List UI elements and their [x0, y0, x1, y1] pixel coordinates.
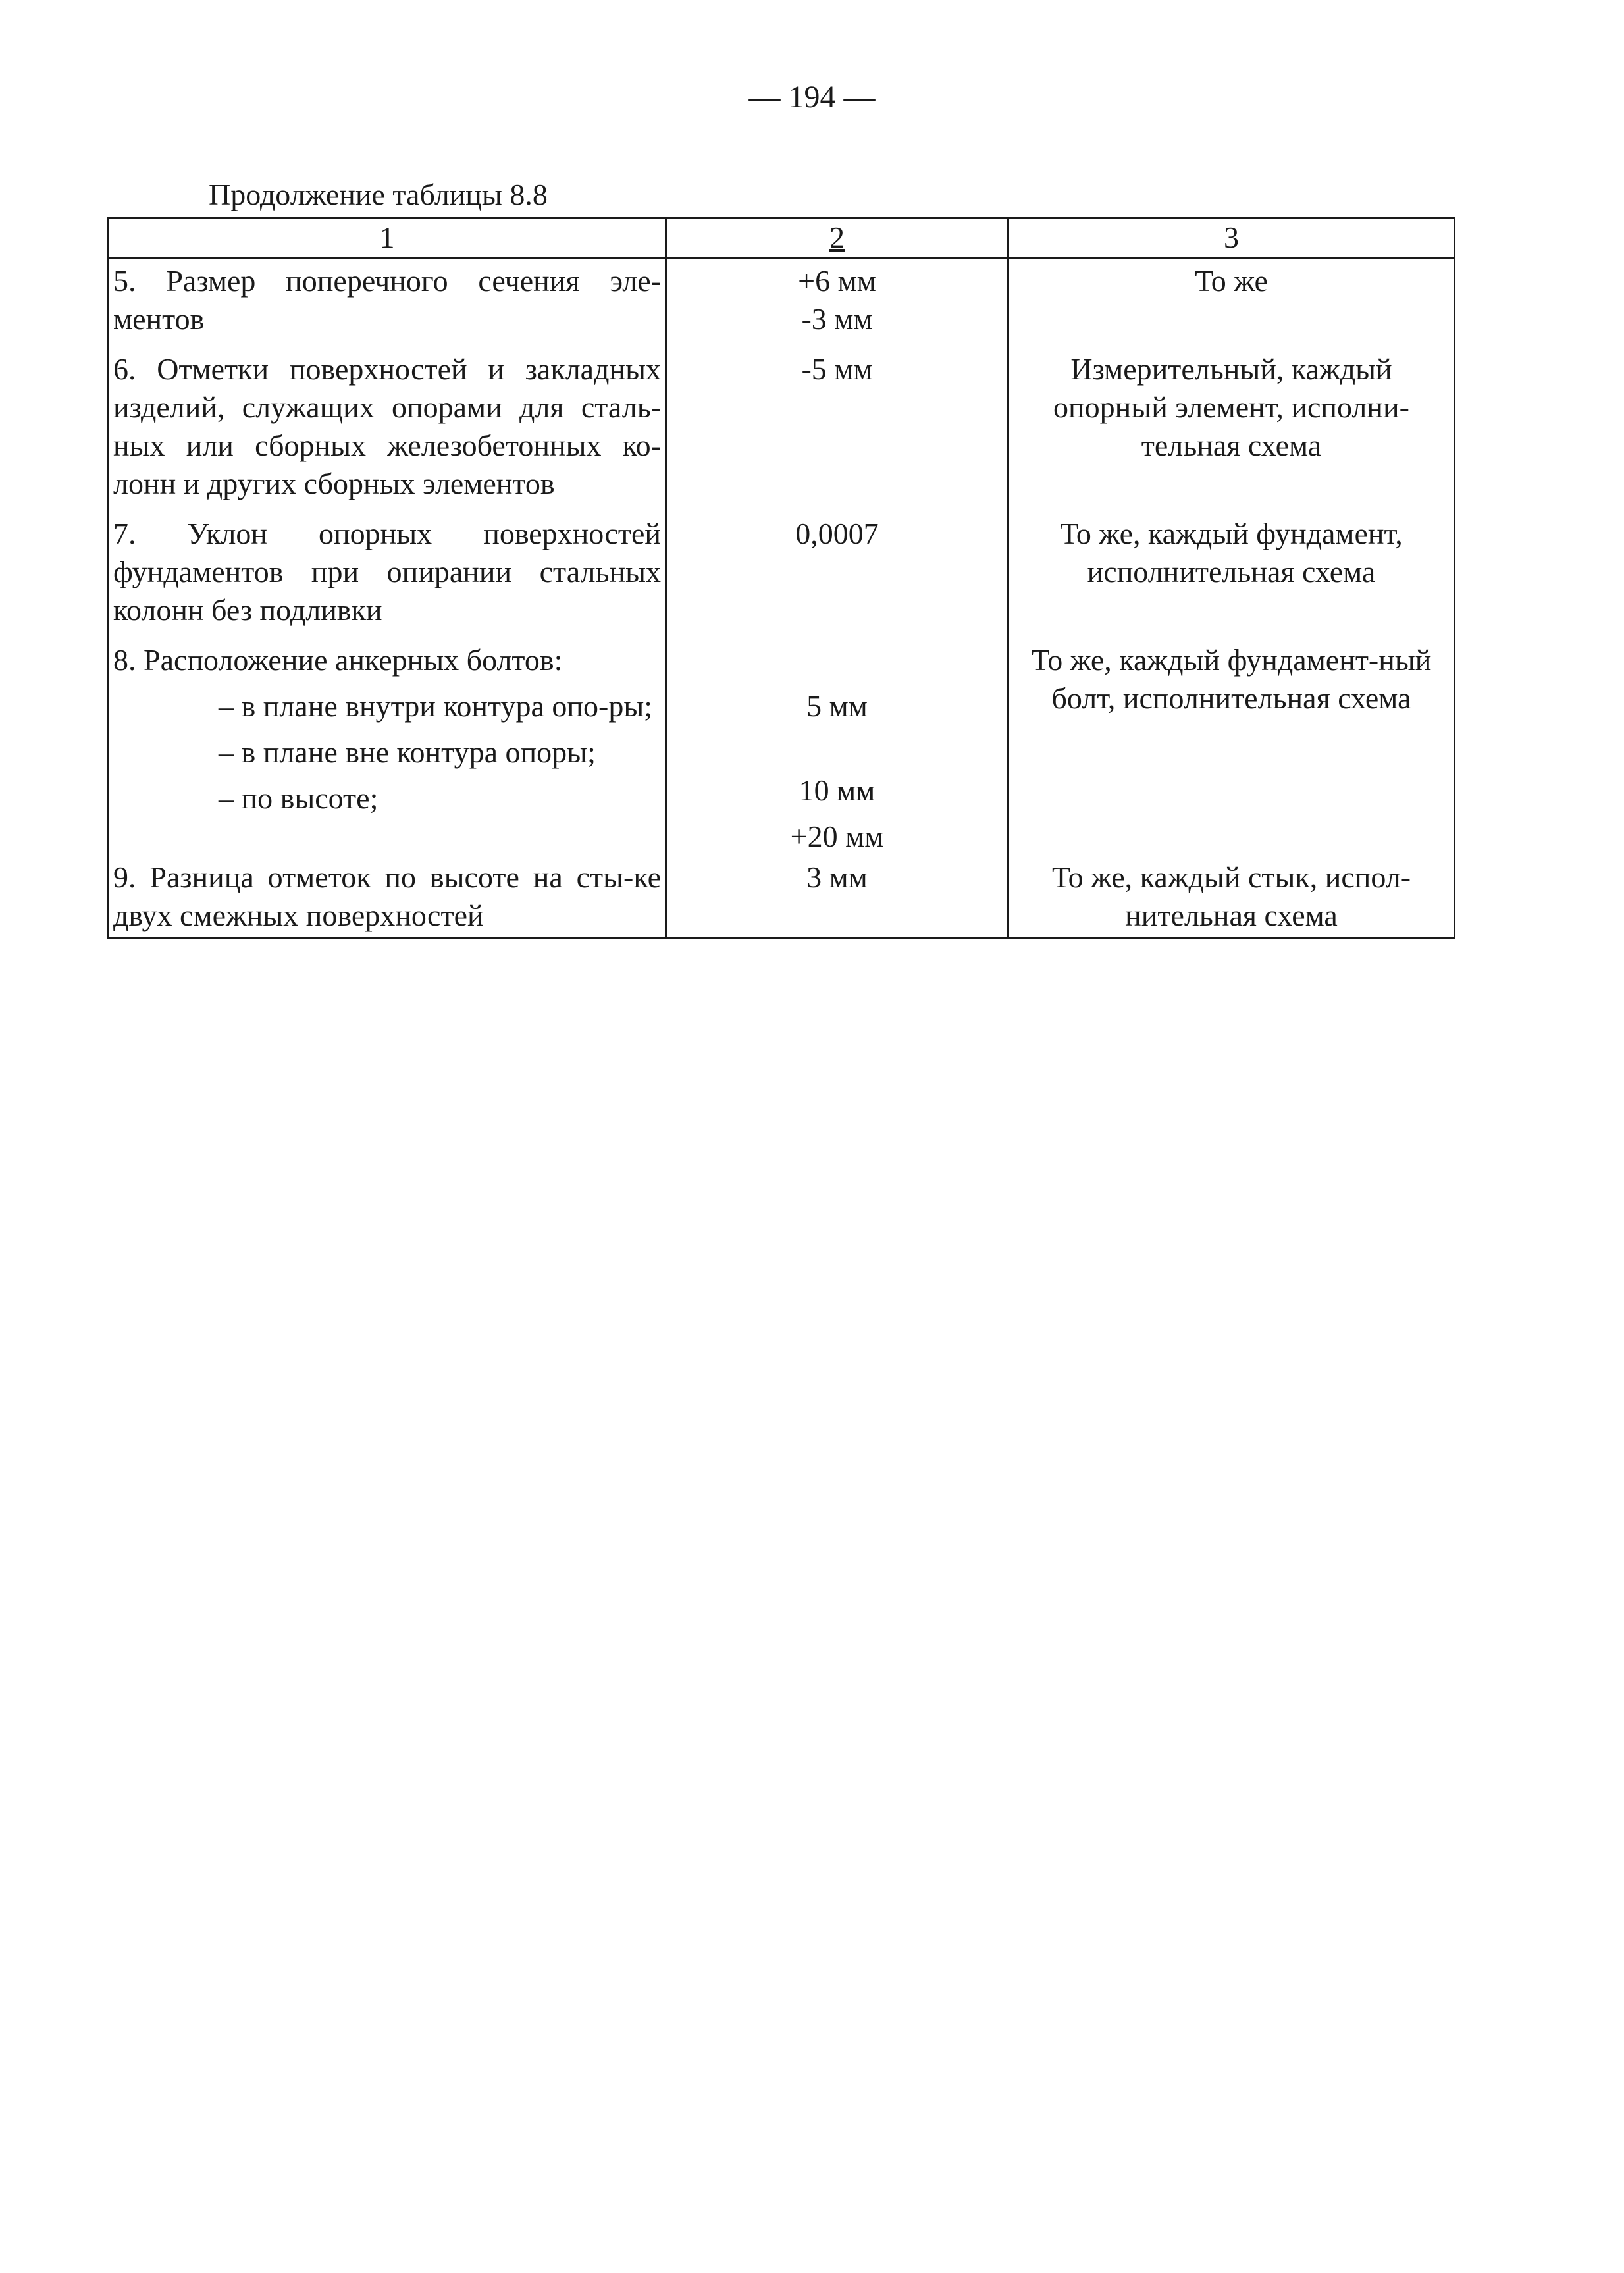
column-header-3: 3 [1008, 219, 1455, 259]
row-value: -5 мм [666, 348, 1008, 512]
row-description: 8. Расположение анкерных болтов: – в плане внутри контура опо-ры; – в плане вне контура опоры; – по высоте; [109, 639, 666, 856]
row-description: 7. Уклон опорных поверхностей фундаментов при опирании стальных колонн без подливки [109, 512, 666, 639]
row-description: 9. Разница отметок по высоте на сты-ке двух смежных поверхностей [109, 856, 666, 939]
row-description: 5. Размер поперечного сечения эле-ментов [109, 259, 666, 348]
tolerance-table [107, 217, 1455, 939]
table-continuation-caption: Продолжение таблицы 8.8 [209, 178, 548, 211]
row-control-method: То же, каждый стык, испол-нительная схема [1008, 856, 1455, 939]
table-header-row [109, 219, 1455, 259]
row-value: 5 мм 10 мм +20 мм [666, 639, 1008, 856]
table-row [109, 639, 1455, 856]
row-control-method: То же [1008, 259, 1455, 348]
table-row [109, 512, 1455, 639]
row-value: +6 мм -3 мм [666, 259, 1008, 348]
page-number: — 194 — [748, 80, 876, 115]
row-description: 6. Отметки поверхностей и закладных изделий, служащих опорами для сталь-ных или сборных железобетонных ко-лонн и других сборных элементов [109, 348, 666, 512]
column-header-1: 1 [109, 219, 666, 259]
row-control-method: То же, каждый фундамент, исполнительная схема [1008, 512, 1455, 639]
row-control-method: Измерительный, каждый опорный элемент, исполни-тельная схема [1008, 348, 1455, 512]
row-value: 3 мм [666, 856, 1008, 939]
sub-item: – по высоте; [219, 781, 379, 815]
sub-item: – в плане вне контура опоры; [219, 735, 596, 769]
table-row [109, 259, 1455, 348]
table-row [109, 348, 1455, 512]
row-value: 0,0007 [666, 512, 1008, 639]
row-control-method: То же, каждый фундамент-ный болт, исполнительная схема [1008, 639, 1455, 856]
table-row [109, 856, 1455, 939]
column-header-2: 2 [666, 219, 1008, 259]
sub-item: – в плане внутри контура опо-ры; [219, 689, 653, 723]
